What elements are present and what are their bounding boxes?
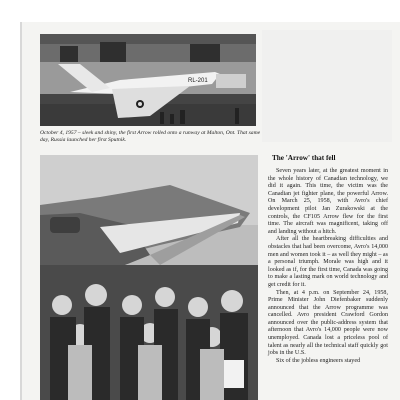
svg-text:RL-201: RL-201 — [188, 78, 208, 84]
arrow-crowd-photo — [40, 155, 258, 400]
article-paragraph: Then, at 4 p.m. on September 24, 1958, Prime Minister John Diefenbaker suddenly announced that the Arrow programme was cancelled. Avro president Crawford Gordon announced over the public-address system that afternoon that Avro's 14,000 people were now unemployed. Canada lost a priceless pool of talent as nearly all the technical staff quickly got jobs in the U.S. — [268, 289, 388, 357]
article-heading: The 'Arrow' that fell — [272, 154, 336, 162]
article-paragraph: Seven years later, at the greatest moment in the whole history of Canadian technology, we did it again. This time, the victim was the Canadian jet fighter plane, the powerful Arrow. On March 25, 1958, with Avro's chief development pilot Jan Zurakowski at the controls, the CF105 Arrow flew for the first time. The aircraft was magnificent, taking off and landing without a hitch. — [268, 168, 388, 235]
photo-caption: October 4, 1957 – sleek and shiny, the first Arrow rolled onto a runway at Malton, Ont. That same day, Russia launched her first Sputnik. — [40, 130, 261, 143]
article-paragraph: After all the heartbreaking difficulties and obstacles that had been overcome, Avro's 14,000 men and women took it – as well they might – as a personal triumph. Morale was high and it looked as if, for the first time, Canada was going to make a lasting mark on world technology and get credit for it. — [268, 236, 388, 288]
article-body — [268, 168, 388, 365]
blank-column-area — [262, 30, 392, 142]
article-paragraph: Six of the jobless engineers stayed — [276, 357, 361, 364]
arrow-runway-photo — [40, 34, 256, 126]
